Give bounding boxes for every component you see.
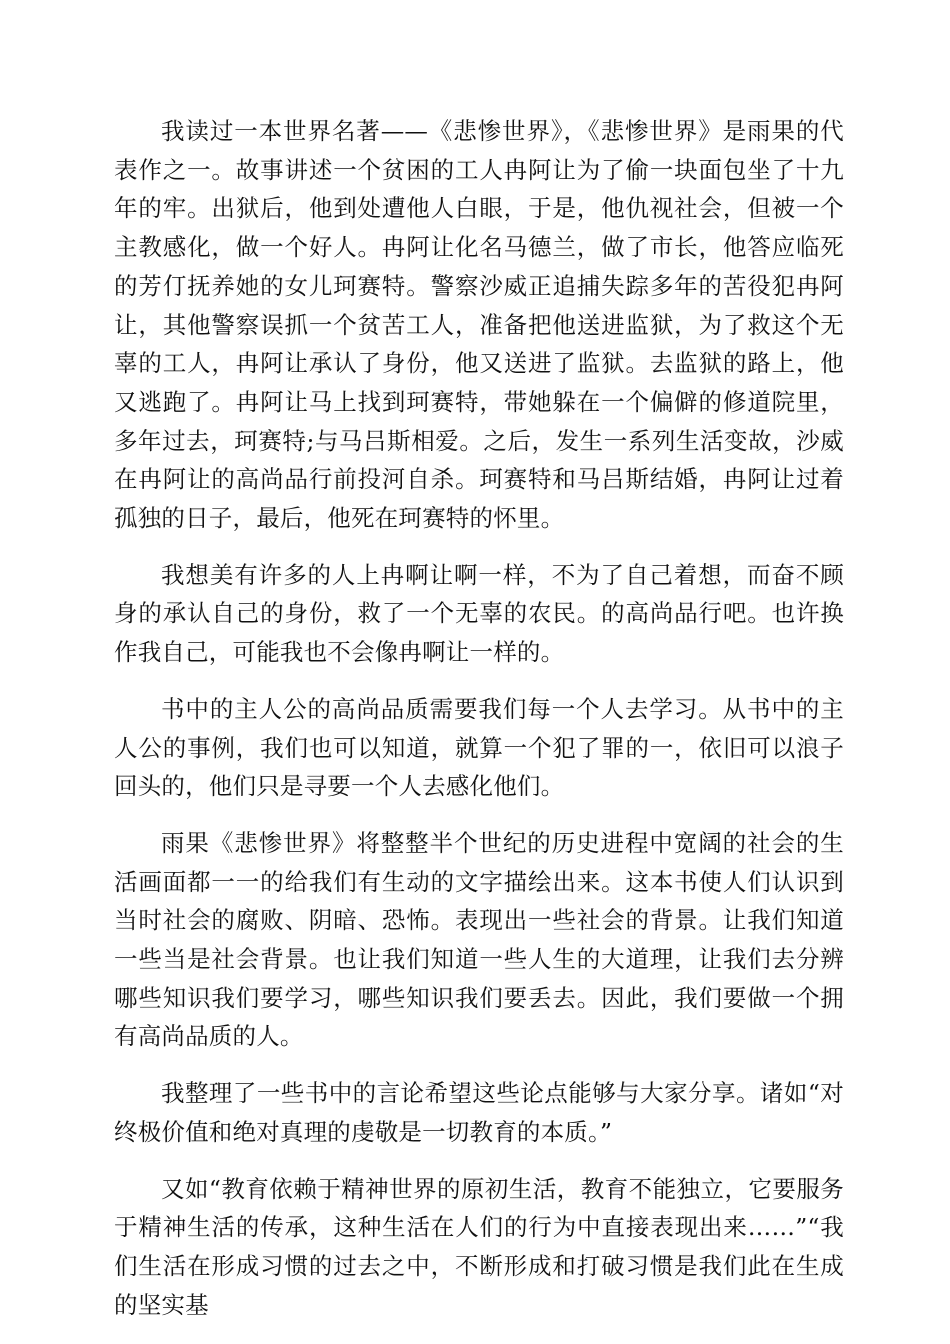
- paragraph-4: 雨果《悲惨世界》将整整半个世纪的历史进程中宽阔的社会的生活画面都一一的给我们有生动的文字描绘出来。这本书使人们认识到当时社会的腐败、阴暗、恐怖。表现出一些社会的背景。让我们知道一些当是社会背景。也让我们知道一些人生的大道理，让我们去分辨哪些知识我们要学习，哪些知识我们要丢去。因此，我们要做一个拥有高尚品质的人。: [114, 828, 844, 1051]
- paragraph-5: 我整理了一些书中的言论希望这些论点能够与大家分享。诸如“对终极价值和绝对真理的虔敬是一切教育的本质。”: [114, 1079, 844, 1146]
- document-page: [114, 112, 844, 1342]
- paragraph-1: 我读过一本世界名著——《悲惨世界》，《悲惨世界》是雨果的代表作之一。故事讲述一个贫困的工人冉阿让为了偷一块面包坐了十九年的牢。出狱后，他到处遭他人白眼，于是，他仇视社会，但被一个主教感化，做一个好人。冉阿让化名马德兰，做了市长，他答应临死的芳仃抚养她的女儿珂赛特。警察沙威正追捕失踪多年的苦役犯冉阿让，其他警察误抓一个贫苦工人，准备把他送进监狱，为了救这个无辜的工人，冉阿让承认了身份，他又送进了监狱。去监狱的路上，他又逃跑了。冉阿让马上找到珂赛特，带她躲在一个偏僻的修道院里，多年过去，珂赛特;与马吕斯相爱。之后，发生一系列生活变故，沙威在冉阿让的高尚品行前投河自杀。珂赛特和马吕斯结婚，冉阿让过着孤独的日子，最后，他死在珂赛特的怀里。: [114, 117, 844, 533]
- paragraph-3: 书中的主人公的高尚品质需要我们每一个人去学习。从书中的主人公的事例，我们也可以知道，就算一个犯了罪的一，依旧可以浪子回头的，他们只是寻要一个人去感化他们。: [114, 694, 844, 801]
- paragraph-2: 我想美有许多的人上冉啊让啊一样，不为了自己着想，而奋不顾身的承认自己的身份，救了一个无辜的农民。的高尚品行吧。也许换作我自己，可能我也不会像冉啊让一样的。: [114, 560, 844, 667]
- paragraph-6: 又如“教育依赖于精神世界的原初生活，教育不能独立，它要服务于精神生活的传承，这种生活在人们的行为中直接表现出来……”“我们生活在形成习惯的过去之中，不断形成和打破习惯是我们此在生成的坚实基: [114, 1174, 844, 1319]
